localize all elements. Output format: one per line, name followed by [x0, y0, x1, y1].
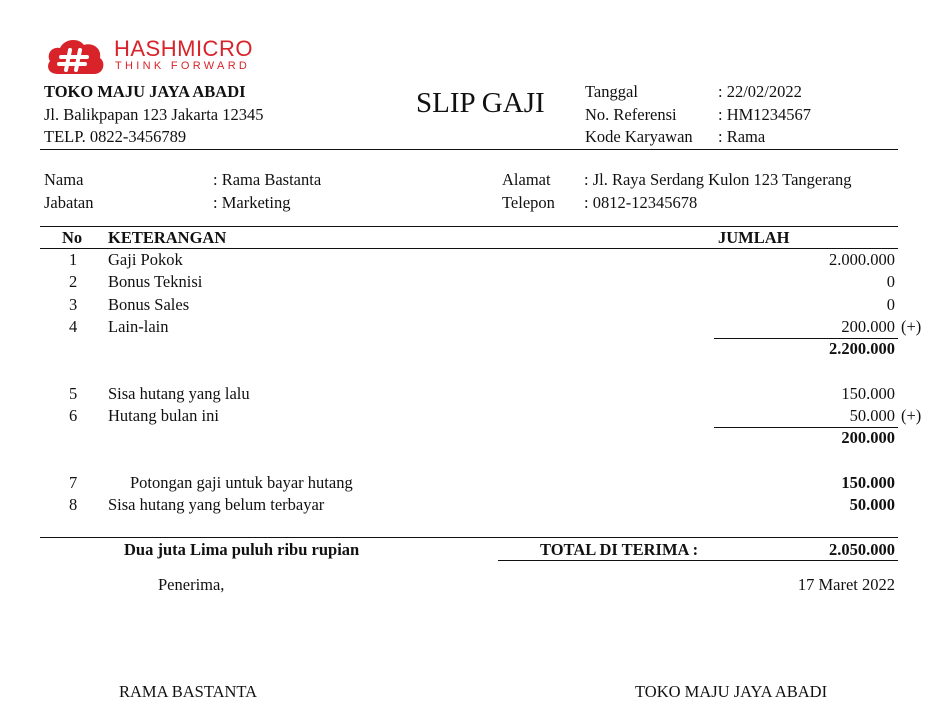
employee-address-value: : Jl. Raya Serdang Kulon 123 Tangerang — [584, 170, 852, 189]
row-description: Hutang bulan ini — [108, 406, 219, 425]
row-description: Gaji Pokok — [108, 250, 183, 269]
debt-subtotal: 200.000 — [841, 428, 895, 447]
row-number: 1 — [69, 250, 78, 269]
header-divider — [40, 149, 898, 150]
employee-address-label: Alamat — [502, 170, 551, 189]
column-header-no: No — [62, 228, 83, 247]
row-amount: 150.000 — [841, 473, 895, 492]
row-description: Lain-lain — [108, 317, 169, 336]
brand-tagline: THINK FORWARD — [115, 60, 251, 72]
employee-position-value: : Marketing — [213, 193, 291, 212]
company-phone: TELP. 0822-3456789 — [44, 127, 187, 146]
row-number: 7 — [69, 473, 78, 492]
row-amount: 200.000 — [841, 317, 895, 336]
meta-employee-code-value: : Rama — [718, 127, 766, 146]
meta-reference-label: No. Referensi — [585, 105, 677, 124]
total-value: 2.050.000 — [829, 540, 895, 559]
row-amount: 0 — [886, 272, 895, 291]
brand-name: HASHMICRO — [114, 36, 253, 61]
employee-name-label: Nama — [44, 170, 84, 189]
receiver-label: Penerima, — [158, 575, 225, 594]
total-label: TOTAL DI TERIMA : — [540, 540, 699, 559]
employee-phone-value: : 0812-12345678 — [584, 193, 698, 212]
row-number: 2 — [69, 272, 78, 291]
meta-date-label: Tanggal — [585, 82, 638, 101]
row-number: 3 — [69, 295, 78, 314]
receiver-name: RAMA BASTANTA — [119, 682, 258, 701]
company-name: TOKO MAJU JAYA ABADI — [44, 82, 246, 101]
total-bottom-rule — [498, 560, 898, 561]
row-number: 6 — [69, 406, 78, 425]
signature-date: 17 Maret 2022 — [797, 575, 895, 594]
row-description: Sisa hutang yang lalu — [108, 384, 250, 403]
total-top-rule — [40, 537, 898, 538]
company-signatory: TOKO MAJU JAYA ABADI — [635, 682, 828, 701]
row-amount: 0 — [886, 295, 895, 314]
row-amount: 50.000 — [849, 495, 895, 514]
column-header-description: KETERANGAN — [108, 228, 227, 247]
employee-phone-label: Telepon — [502, 193, 555, 212]
row-description: Bonus Teknisi — [108, 272, 203, 291]
row-description: Potongan gaji untuk bayar hutang — [130, 473, 353, 492]
meta-date-value: : 22/02/2022 — [718, 82, 802, 101]
meta-employee-code-label: Kode Karyawan — [585, 127, 693, 146]
table-top-rule — [40, 226, 898, 227]
row-number: 5 — [69, 384, 78, 403]
document-title: SLIP GAJI — [416, 87, 545, 119]
row-number: 8 — [69, 495, 78, 514]
row-amount: 150.000 — [841, 384, 895, 403]
hashmicro-logo-icon — [44, 36, 106, 76]
meta-reference-value: : HM1234567 — [718, 105, 812, 124]
addition-mark: (+) — [901, 317, 922, 336]
row-number: 4 — [69, 317, 78, 336]
total-in-words: Dua juta Lima puluh ribu rupian — [124, 540, 360, 559]
column-header-amount: JUMLAH — [718, 228, 790, 247]
row-description: Sisa hutang yang belum terbayar — [108, 495, 325, 514]
employee-position-label: Jabatan — [44, 193, 94, 212]
table-header-rule — [40, 248, 898, 249]
employee-name-value: : Rama Bastanta — [213, 170, 322, 189]
row-amount: 50.000 — [849, 406, 895, 425]
company-address: Jl. Balikpapan 123 Jakarta 12345 — [44, 105, 264, 124]
income-subtotal: 2.200.000 — [829, 339, 895, 358]
row-amount: 2.000.000 — [829, 250, 895, 269]
row-description: Bonus Sales — [108, 295, 190, 314]
addition-mark: (+) — [901, 406, 922, 425]
